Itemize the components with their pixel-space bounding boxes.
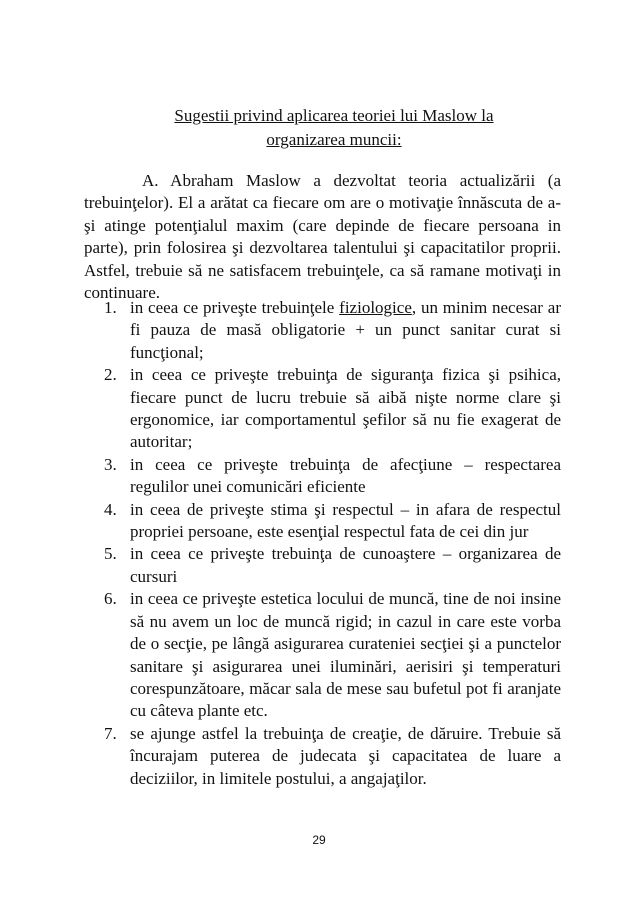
section-title <box>84 104 584 152</box>
list-item <box>84 454 561 499</box>
list-item-number: 6. <box>104 589 117 609</box>
list-item-text: in ceea ce priveşte trebuinţa de afecţiune – respectarea regulilor unei comunicări eficiente <box>130 454 561 497</box>
list-item <box>84 499 561 544</box>
list-item-text: in ceea ce priveşte trebuinţa de siguranţa fizica şi psihica, fiecare punct de lucru trebuie să aibă nişte norme clare şi ergonomice, iar comportamentul şefilor să nu fie exagerat de autoritar; <box>130 365 561 452</box>
list-item-text-end: , un minim necesar ar fi pauza de masă obligatorie + un punct sanitar curat si funcţional; <box>130 298 562 362</box>
section-title-line-2: organizarea muncii: <box>266 130 402 149</box>
page-number: 29 <box>312 833 326 847</box>
suggestions-list <box>84 297 561 790</box>
emphasized-term: fiziologice <box>339 298 412 317</box>
list-item-number: 1. <box>104 298 117 317</box>
list-item-text: in ceea ce priveşte trebuinţa de cunoaştere – organizarea de cursuri <box>130 544 561 586</box>
list-item <box>84 543 561 588</box>
list-item-text: in ceea de priveşte stima şi respectul – in afara de respectul propriei persoane, este esenţial respectul fata de cei din jur <box>130 499 561 542</box>
list-item-number: 5. <box>104 544 117 564</box>
list-item-text: se ajunge astfel la trebuinţa de creaţie, de dăruire. Trebuie să încurajam puterea de judecata şi capacitatea de luare a deciziilor, in limitele postului, a angajaţilor. <box>130 723 561 788</box>
list-item-number: 4. <box>104 499 117 519</box>
list-item <box>84 297 561 364</box>
section-title-line-1: Sugestii privind aplicarea teoriei lui Maslow la <box>174 106 494 125</box>
list-item <box>84 723 561 790</box>
list-item-number: 2. <box>104 365 117 385</box>
list-item-number: 3. <box>104 454 117 474</box>
list-item-text: in ceea ce priveşte estetica locului de muncă, tine de noi insine să nu avem un loc de muncă rigid; in cazul in care este vorba de o secţie, pe lângă asigurarea curateniei secţiei şi a punctelor sanitare şi asigurarea unei iluminări, aerisiri şi temperaturi corespunzătoare, măcar sala de mese sau bufetul pot fi aranjate cu câteva plante etc. <box>130 589 561 721</box>
list-item-text-start: in ceea ce priveşte trebuinţele <box>130 298 340 317</box>
list-item <box>84 588 561 722</box>
intro-paragraph: A. Abraham Maslow a dezvoltat teoria actualizării (a trebuinţelor). El a arătat ca fiecare om are o motivaţie înnăscuta de a-şi atinge potenţialul maxim (care depinde de fiecare persoana in parte), prin folosirea şi dezvoltarea talentului şi capacitatilor proprii. Astfel, trebuie să ne satisfacem trebuinţele, ca să ramane motivaţi in continuare. <box>84 171 561 303</box>
list-item <box>84 364 561 454</box>
list-item-text <box>130 298 561 362</box>
list-item-number: 7. <box>104 723 117 743</box>
